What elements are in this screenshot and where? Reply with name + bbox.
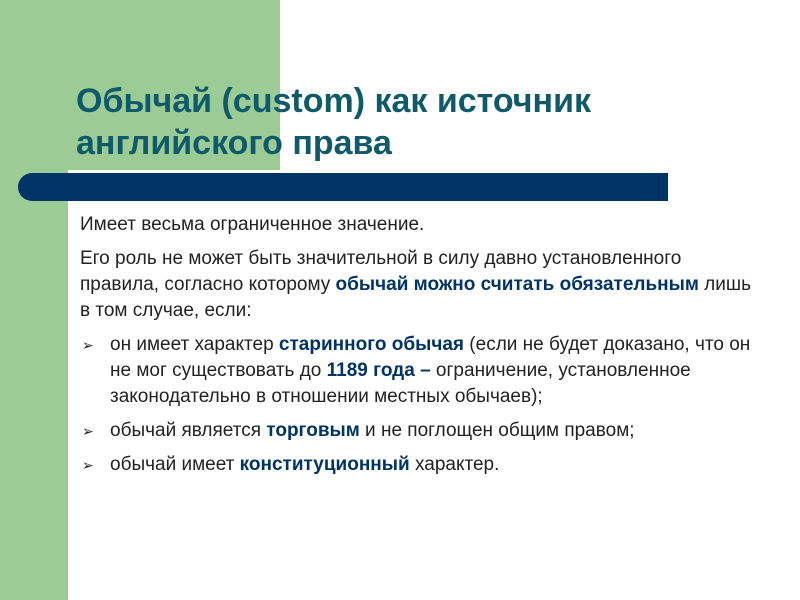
list-item-bold: конституционный [239,454,410,475]
list-item [80,452,760,478]
list-item-text: обычай имеет [110,454,240,475]
arrow-bullet-icon: ➢ [82,423,94,439]
paragraph-2-bold: обычай можно считать обязательным [335,274,699,295]
list-item-bold: 1189 года – [326,360,431,381]
arrow-bullet-icon: ➢ [82,457,94,473]
title-line-2: английского права [76,124,392,162]
list-item-text: характер. [409,454,500,475]
list-item-text: он имеет характер [110,334,279,355]
paragraph-2 [80,246,760,324]
list-item-bold: торговым [266,420,360,441]
decorative-green-block-side [0,170,68,600]
list-item-text: ограничение, установленное законодательно в отношении местных обычаев); [110,360,691,407]
list-item [80,332,760,410]
list-item-text: (если не будет доказано, что он не мог существовать до [110,334,751,381]
title-line-1: Обычай (custom) как источник [76,82,591,120]
slide-body [80,212,760,486]
list-item-text: обычай является [110,420,267,441]
slide-title [76,80,776,164]
paragraph-2-text-end: лишь в том случае, если: [80,274,752,321]
arrow-bullet-icon: ➢ [82,337,94,353]
paragraph-1: Имеет весьма ограниченное значение. [80,214,425,235]
condition-list [80,332,760,478]
list-item-bold: старинного обычая [278,334,465,355]
list-item [80,418,760,444]
paragraph-2-text: Его роль не может быть значительной в силу давно установленного правила, согласно которому [80,248,682,295]
title-divider-bar [18,173,668,201]
list-item-text: и не поглощен общим правом; [359,420,635,441]
